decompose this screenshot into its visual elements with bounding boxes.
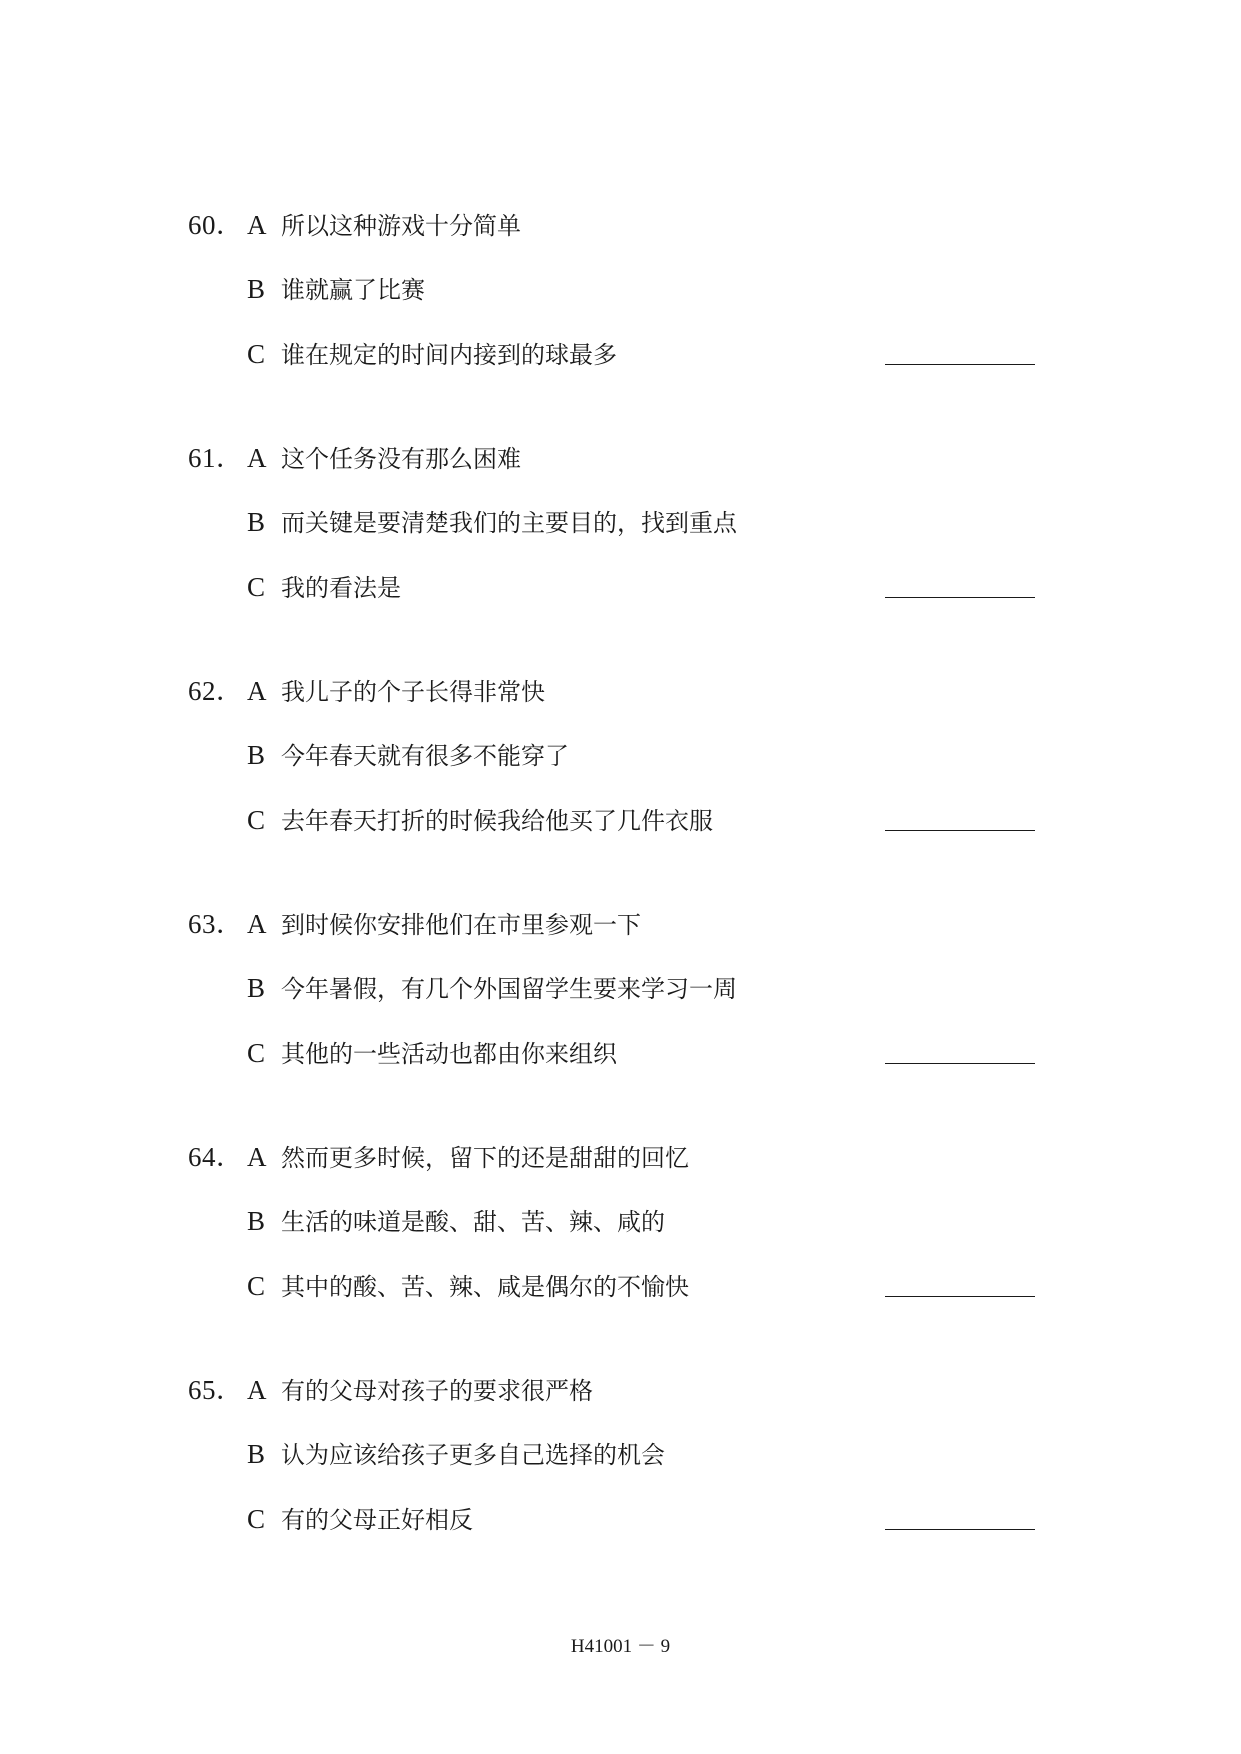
page-footer — [0, 1634, 1241, 1660]
question-62 — [0, 673, 1241, 873]
option-text: 认为应该给孩子更多自己选择的机会 — [281, 1441, 665, 1469]
option-letter: B — [247, 973, 266, 1003]
page-code: H41001 － 9 — [570, 1636, 671, 1657]
option-letter: A — [247, 1142, 267, 1172]
option-letter: C — [247, 1038, 266, 1068]
question-number: 63． — [188, 909, 244, 939]
option-text: 有的父母对孩子的要求很严格 — [281, 1377, 593, 1405]
option-letter: B — [247, 274, 266, 304]
option-text: 其中的酸、苦、辣、咸是偶尔的不愉快 — [281, 1273, 689, 1301]
question-60 — [0, 207, 1241, 407]
option-text: 有的父母正好相反 — [281, 1506, 473, 1534]
option-letter: A — [247, 676, 267, 706]
option-text: 然而更多时候，留下的还是甜甜的回忆 — [281, 1144, 689, 1172]
option-b — [0, 970, 1241, 1006]
option-text: 所以这种游戏十分简单 — [281, 212, 521, 240]
option-b — [0, 504, 1241, 540]
answer-blank[interactable] — [885, 364, 1035, 365]
answer-blank[interactable] — [885, 1063, 1035, 1064]
option-text: 我儿子的个子长得非常快 — [281, 678, 545, 706]
option-c — [0, 336, 1241, 372]
answer-blank[interactable] — [885, 1529, 1035, 1530]
option-letter: C — [247, 339, 266, 369]
option-text: 谁在规定的时间内接到的球最多 — [281, 341, 617, 369]
option-text: 今年暑假，有几个外国留学生要来学习一周 — [281, 975, 737, 1003]
answer-blank[interactable] — [885, 597, 1035, 598]
option-text: 今年春天就有很多不能穿了 — [281, 742, 569, 770]
answer-blank[interactable] — [885, 830, 1035, 831]
option-c — [0, 1501, 1241, 1537]
option-a — [0, 1372, 1241, 1408]
option-text: 这个任务没有那么困难 — [281, 445, 521, 473]
option-letter: A — [247, 443, 267, 473]
option-c — [0, 1268, 1241, 1304]
option-letter: A — [247, 909, 267, 939]
option-letter: A — [247, 210, 267, 240]
option-letter: B — [247, 507, 266, 537]
option-c — [0, 802, 1241, 838]
question-number: 61． — [188, 443, 244, 473]
option-letter: C — [247, 572, 266, 602]
option-a — [0, 207, 1241, 243]
option-text: 而关键是要清楚我们的主要目的，找到重点 — [281, 509, 737, 537]
option-a — [0, 906, 1241, 942]
question-65 — [0, 1372, 1241, 1572]
option-letter: C — [247, 1271, 266, 1301]
option-b — [0, 271, 1241, 307]
option-a — [0, 440, 1241, 476]
option-letter: B — [247, 1439, 266, 1469]
question-number: 62． — [188, 676, 244, 706]
answer-blank[interactable] — [885, 1296, 1035, 1297]
option-letter: A — [247, 1375, 267, 1405]
option-a — [0, 673, 1241, 709]
question-64 — [0, 1139, 1241, 1339]
question-63 — [0, 906, 1241, 1106]
option-letter: B — [247, 740, 266, 770]
option-text: 生活的味道是酸、甜、苦、辣、咸的 — [281, 1208, 665, 1236]
option-text: 到时候你安排他们在市里参观一下 — [281, 911, 641, 939]
option-text: 去年春天打折的时候我给他买了几件衣服 — [281, 807, 713, 835]
question-number: 65． — [188, 1375, 244, 1405]
option-text: 其他的一些活动也都由你来组织 — [281, 1040, 617, 1068]
option-b — [0, 1436, 1241, 1472]
option-letter: C — [247, 1504, 266, 1534]
question-number: 64． — [188, 1142, 244, 1172]
option-text: 谁就赢了比赛 — [281, 276, 425, 304]
option-a — [0, 1139, 1241, 1175]
option-b — [0, 1203, 1241, 1239]
option-letter: C — [247, 805, 266, 835]
question-61 — [0, 440, 1241, 640]
option-text: 我的看法是 — [281, 574, 401, 602]
option-c — [0, 1035, 1241, 1071]
option-c — [0, 569, 1241, 605]
option-b — [0, 737, 1241, 773]
question-number: 60． — [188, 210, 244, 240]
option-letter: B — [247, 1206, 266, 1236]
